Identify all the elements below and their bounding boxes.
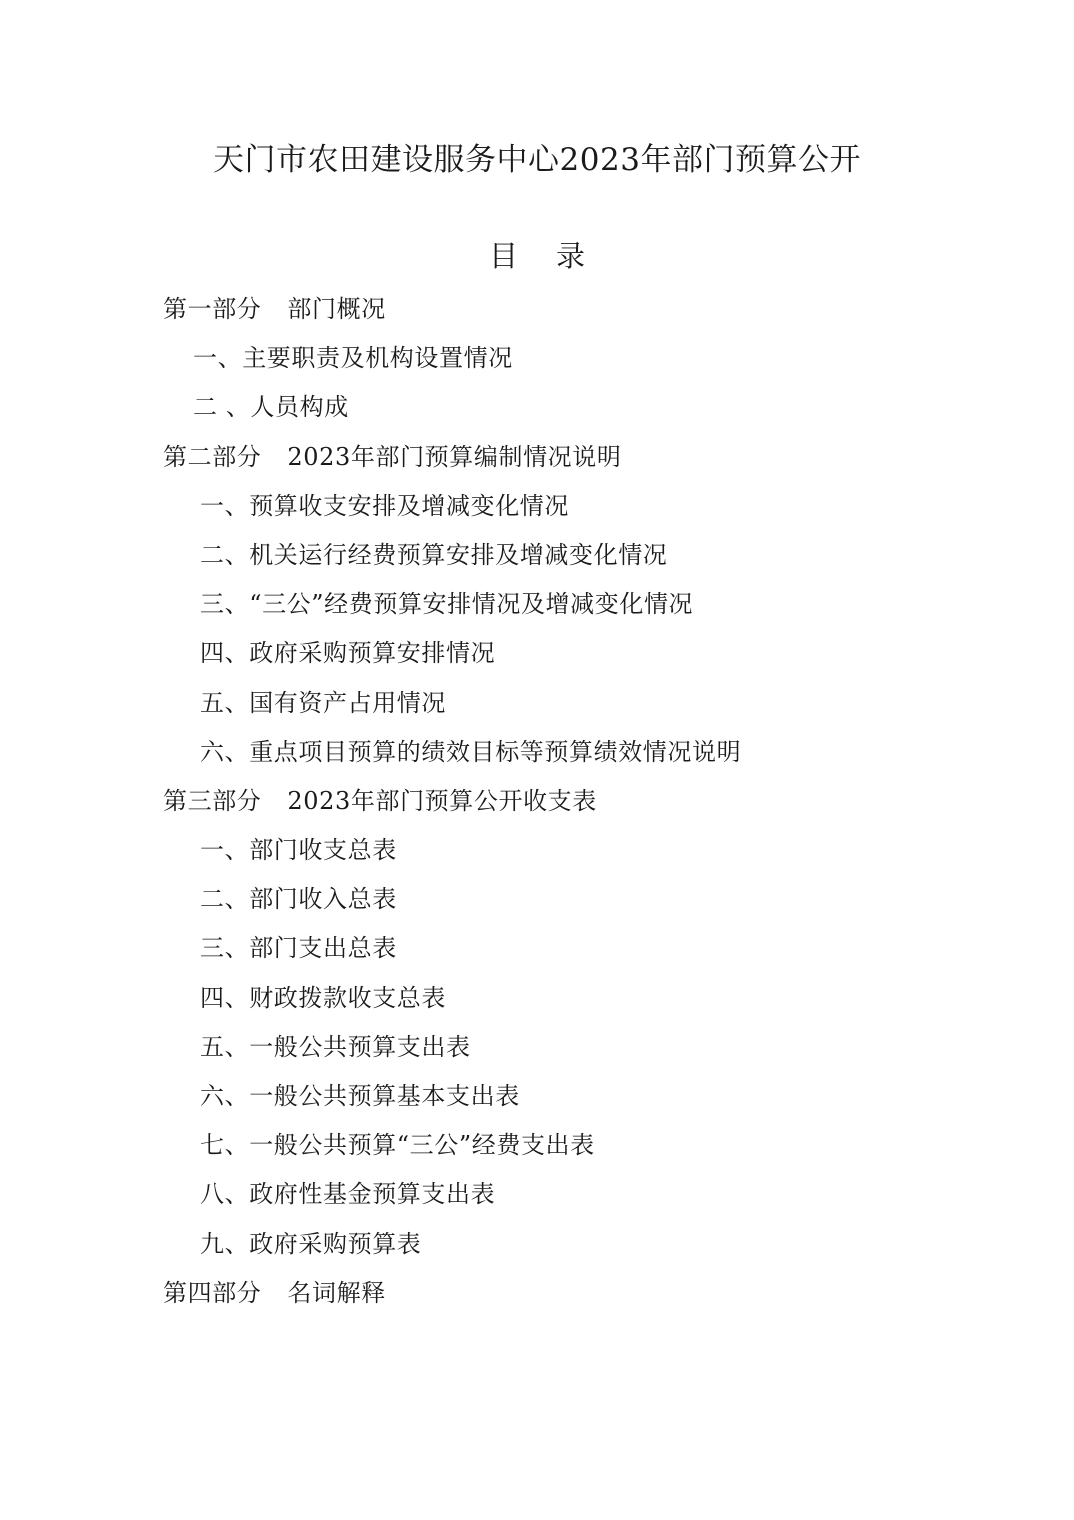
toc-item-3-6[interactable]: 六、一般公共预算基本支出表	[200, 1082, 520, 1110]
toc-part-3-number: 第三部分	[163, 786, 262, 815]
toc-part-4-title: 名词解释	[287, 1278, 386, 1307]
toc-part-3[interactable]	[0, 777, 1074, 826]
toc-item-3-4[interactable]: 四、财政拨款收支总表	[200, 983, 446, 1012]
toc-item-3-3[interactable]: 三、部门支出总表	[200, 934, 397, 963]
toc-part-3-title: 2023年部门预算公开收支表	[287, 786, 597, 815]
toc-item-2-6[interactable]: 六、重点项目预算的绩效目标等预算绩效情况说明	[200, 737, 742, 766]
toc-part-1[interactable]	[0, 285, 1074, 334]
toc-item-3-1[interactable]: 一、部门收支总表	[200, 836, 397, 865]
toc-item-3-7[interactable]: 七、一般公共预算“三公”经费支出表	[200, 1131, 595, 1160]
table-of-contents	[0, 285, 1074, 1318]
document-title: 天门市农田建设服务中心2023年部门预算公开	[213, 142, 861, 178]
toc-item-2-2[interactable]: 二、机关运行经费预算安排及增减变化情况	[200, 540, 668, 569]
toc-heading-char-1: 目	[488, 239, 518, 273]
toc-item-2-1[interactable]: 一、预算收支安排及增减变化情况	[200, 491, 569, 520]
toc-item-1-2[interactable]: 二 、人员构成	[193, 393, 349, 422]
toc-item-3-8[interactable]: 八、政府性基金预算支出表	[200, 1180, 496, 1209]
toc-item-3-2[interactable]: 二、部门收入总表	[200, 885, 397, 914]
toc-item-2-3[interactable]: 三、“三公”经费预算安排情况及增减变化情况	[200, 590, 694, 619]
toc-item-2-4[interactable]: 四、政府采购预算安排情况	[200, 639, 496, 668]
toc-part-2[interactable]	[0, 433, 1074, 482]
toc-heading-char-2: 录	[556, 239, 586, 273]
toc-part-1-number: 第一部分	[163, 295, 262, 323]
toc-part-4[interactable]	[0, 1269, 1074, 1318]
toc-heading	[0, 234, 1074, 278]
toc-item-3-5[interactable]: 五、一般公共预算支出表	[200, 1032, 471, 1061]
toc-item-2-5[interactable]: 五、国有资产占用情况	[200, 688, 446, 717]
toc-part-1-title: 部门概况	[287, 295, 386, 323]
toc-part-4-number: 第四部分	[163, 1278, 262, 1307]
toc-part-2-number: 第二部分	[163, 442, 262, 471]
toc-part-2-title: 2023年部门预算编制情况说明	[287, 442, 622, 471]
toc-item-1-1[interactable]: 一、主要职责及机构设置情况	[193, 344, 513, 373]
toc-item-3-9[interactable]: 九、政府采购预算表	[200, 1229, 422, 1258]
